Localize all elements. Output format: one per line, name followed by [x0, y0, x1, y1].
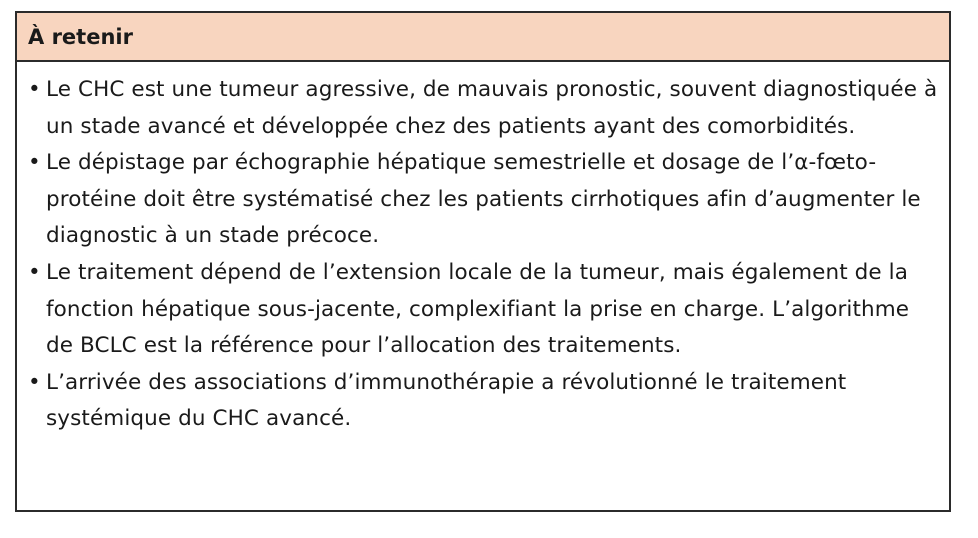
list-item-text: Le traitement dépend de l’extension locale de la tumeur, mais également de la fonction hépatique sous-jacente, complexifiant la prise en charge. L’algorithme de BCLC est la référence pour l’allocation des traitements.	[46, 259, 910, 359]
key-points-list	[28, 72, 941, 438]
box-body	[17, 62, 949, 438]
box-title: À retenir	[17, 13, 949, 62]
bullet-icon: •	[28, 369, 41, 395]
list-item-text: Le dépistage par échographie hépatique semestrielle et dosage de l’α-fœto-protéine doit être systématisé chez les patients cirrhotiques afin d’augmenter le diagnostic à un stade précoce.	[46, 150, 921, 249]
bullet-icon: •	[28, 150, 41, 176]
list-item	[28, 255, 941, 365]
list-item-text: L’arrivée des associations d’immunothérapie a révolutionné le traitement systémique du CHC avancé.	[46, 369, 847, 432]
list-item-text: Le CHC est une tumeur agressive, de mauvais pronostic, souvent diagnostiquée à un stade avancé et développée chez des patients ayant des comorbidités.	[46, 77, 938, 139]
key-points-box	[15, 11, 951, 512]
bullet-icon: •	[28, 259, 41, 285]
list-item	[28, 365, 941, 438]
list-item	[28, 145, 941, 255]
bullet-icon: •	[28, 77, 41, 102]
list-item	[28, 72, 941, 145]
